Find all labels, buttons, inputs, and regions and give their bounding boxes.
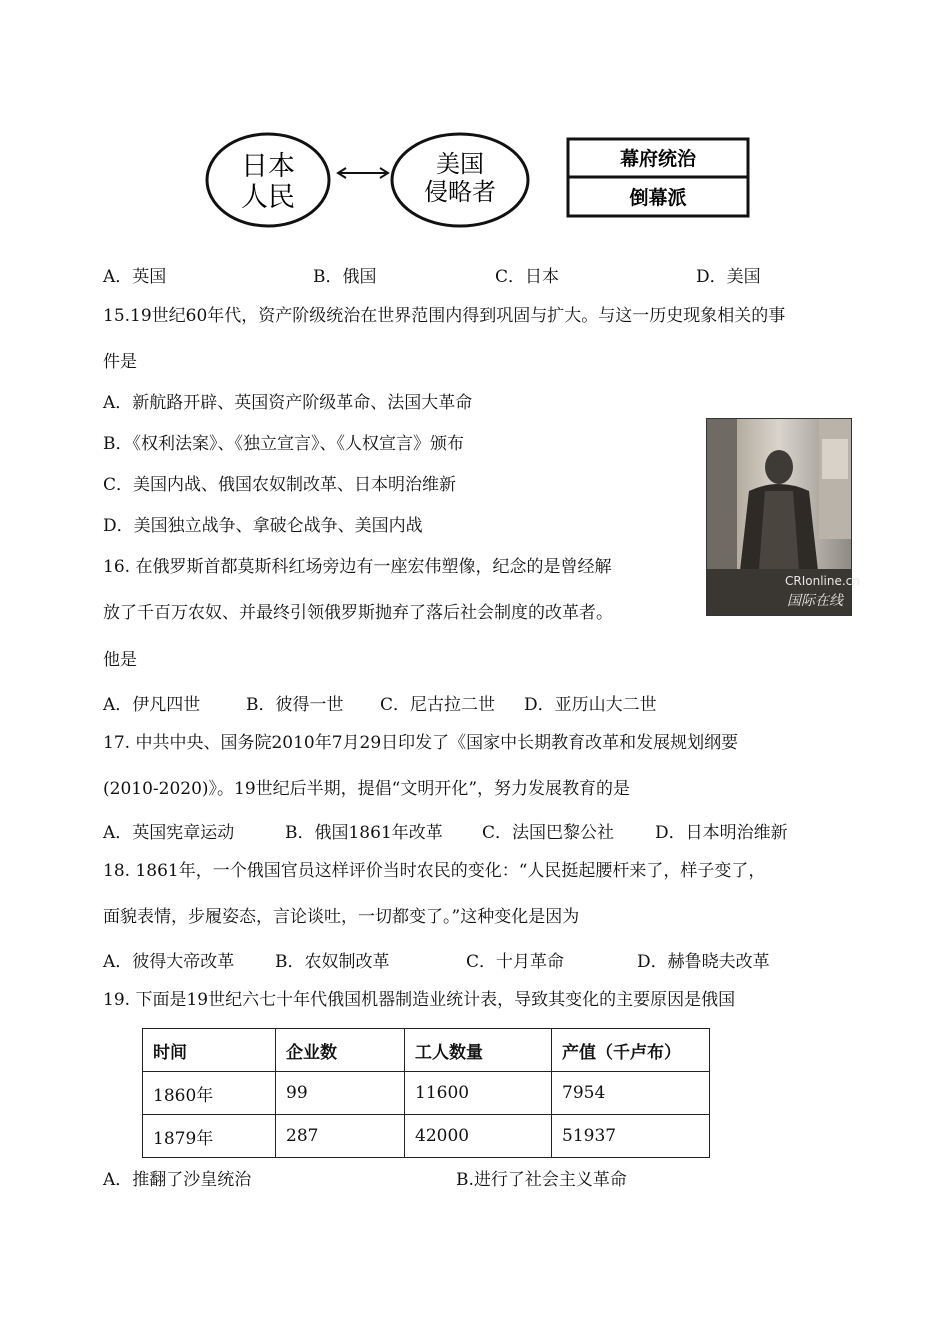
- q14-option-a[interactable]: A．英国: [103, 267, 167, 287]
- q17-stem-line-1: 17. 中共中央、国务院2010年7月29日印发了《国家中长期教育改革和发展规划纲要: [103, 733, 739, 753]
- photo-watermark-top: CRIonline.cn: [785, 574, 860, 588]
- header-time: 时间: [143, 1029, 276, 1072]
- statue-photo: [706, 418, 860, 616]
- table-row: [143, 1072, 710, 1115]
- cell-year: 1860年: [143, 1072, 276, 1115]
- q18-option-b[interactable]: B．农奴制改革: [275, 952, 390, 972]
- q19-stem: 19. 下面是19世纪六七十年代俄国机器制造业统计表，导致其变化的主要原因是俄国: [103, 990, 736, 1010]
- table-row: [143, 1115, 710, 1158]
- q19-option-a[interactable]: A．推翻了沙皇统治: [103, 1170, 252, 1190]
- left-circle-line-2: 人民: [241, 182, 295, 213]
- header-workers: 工人数量: [405, 1029, 552, 1072]
- left-circle-line-1: 日本: [241, 151, 295, 182]
- q18-stem-line-2: 面貌表情，步履姿态，言论谈吐，一切都变了。”这种变化是因为: [103, 907, 580, 927]
- right-circle-line-1: 美国: [436, 150, 484, 178]
- header-enterprises: 企业数: [276, 1029, 405, 1072]
- q17-option-d[interactable]: D．日本明治维新: [655, 823, 788, 843]
- q16-stem-line-3: 他是: [103, 650, 137, 670]
- double-arrow-icon: [338, 168, 388, 178]
- q18-option-c[interactable]: C．十月革命: [466, 952, 565, 972]
- cell-workers: 42000: [405, 1115, 552, 1158]
- photo-watermark-bottom: 国际在线: [787, 593, 843, 609]
- q17-option-c[interactable]: C．法国巴黎公社: [482, 823, 615, 843]
- japan-diagram: [205, 130, 765, 230]
- q14-option-b[interactable]: B．俄国: [313, 267, 377, 287]
- right-circle-line-2: 侵略者: [424, 178, 496, 206]
- q15-stem-line-1: 15.19世纪60年代，资产阶级统治在世界范围内得到巩固与扩大。与这一历史现象相关的事: [103, 306, 786, 326]
- cell-year: 1879年: [143, 1115, 276, 1158]
- q17-stem-line-2: (2010-2020)》。19世纪后半期，提倡“文明开化”，努力发展教育的是: [103, 779, 631, 799]
- cell-workers: 11600: [405, 1072, 552, 1115]
- q15-option-b[interactable]: B．《权利法案》、《独立宣言》、《人权宣言》颁布: [103, 434, 464, 454]
- cell-enterprises: 287: [276, 1115, 405, 1158]
- cell-output: 51937: [552, 1115, 710, 1158]
- q15-option-d[interactable]: D．美国独立战争、拿破仑战争、美国内战: [103, 516, 423, 536]
- q15-stem-line-2: 件是: [103, 352, 137, 372]
- table-header-row: [143, 1029, 710, 1072]
- q15-option-a[interactable]: A．新航路开辟、英国资产阶级革命、法国大革命: [103, 393, 473, 413]
- q14-option-d[interactable]: D．美国: [696, 267, 761, 287]
- q18-stem-line-1: 18. 1861年，一个俄国官员这样评价当时农民的变化：“人民挺起腰杆来了，样子变了，: [103, 861, 766, 881]
- cell-enterprises: 99: [276, 1072, 405, 1115]
- q14-option-c[interactable]: C．日本: [495, 267, 560, 287]
- header-output: 产值（千卢布）: [552, 1029, 710, 1072]
- q15-option-c[interactable]: C．美国内战、俄国农奴制改革、日本明治维新: [103, 475, 457, 495]
- q18-option-a[interactable]: A．彼得大帝改革: [103, 952, 235, 972]
- q19-option-b[interactable]: B.进行了社会主义革命: [456, 1170, 627, 1190]
- q16-option-c[interactable]: C．尼古拉二世: [380, 695, 496, 715]
- q16-option-d[interactable]: D．亚历山大二世: [524, 695, 657, 715]
- box-top-label: 幕府统治: [619, 148, 697, 170]
- box-bottom-label: 倒幕派: [629, 187, 687, 209]
- machine-industry-table: [142, 1028, 710, 1158]
- q16-stem-line-1: 16. 在俄罗斯首都莫斯科红场旁边有一座宏伟塑像，纪念的是曾经解: [103, 557, 612, 577]
- q16-stem-line-2: 放了千百万农奴、并最终引领俄罗斯抛弃了落后社会制度的改革者。: [103, 603, 613, 623]
- q18-option-d[interactable]: D．赫鲁晓夫改革: [637, 952, 770, 972]
- q16-option-b[interactable]: B．彼得一世: [246, 695, 344, 715]
- q17-option-b[interactable]: B．俄国1861年改革: [285, 823, 443, 843]
- q16-option-a[interactable]: A．伊凡四世: [103, 695, 201, 715]
- cell-output: 7954: [552, 1072, 710, 1115]
- q17-option-a[interactable]: A．英国宪章运动: [103, 823, 235, 843]
